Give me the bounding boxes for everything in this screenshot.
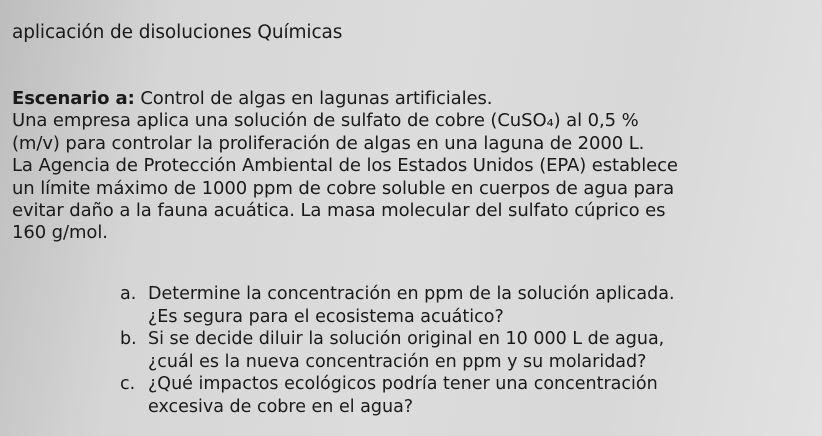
question-text: [148, 283, 810, 328]
scenario-line: un límite máximo de 1000 ppm de cobre soluble en cuerpos de agua para: [12, 177, 675, 199]
question-line: Determine la concentración en ppm de la solución aplicada.: [148, 284, 675, 304]
scenario-line: 160 g/mol.: [12, 222, 108, 244]
question-line: Si se decide diluir la solución original en 10 000 L de agua,: [148, 329, 665, 349]
scenario-heading: Control de algas en lagunas artificiales.: [140, 88, 493, 109]
question-item-c: [120, 373, 810, 418]
question-line: excesiva de cobre en el agua?: [148, 396, 414, 417]
scenario-block: [12, 88, 812, 245]
question-text: [148, 373, 810, 418]
question-marker: b.: [120, 329, 137, 349]
question-line: ¿cuál es la nueva concentración en ppm y su molaridad?: [148, 351, 647, 372]
scenario-line: Una empresa aplica una solución de sulfato de cobre (CuSO₄) al 0,5 %: [12, 110, 639, 132]
question-list: [120, 283, 810, 418]
scenario-line: (m/v) para controlar la proliferación de algas en una laguna de 2000 L.: [12, 132, 645, 154]
question-item-a: [120, 283, 810, 328]
question-marker: c.: [120, 374, 136, 394]
scenario-heading-line: [12, 88, 812, 110]
scenario-label: Escenario a:: [12, 88, 135, 109]
question-line: ¿Qué impactos ecológicos podría tener una concentración: [148, 374, 658, 394]
question-text: [148, 328, 810, 373]
document-title: aplicación de disoluciones Químicas: [12, 22, 343, 43]
question-line: ¿Es segura para el ecosistema acuático?: [148, 306, 504, 327]
question-item-b: [120, 328, 810, 373]
scenario-line: La Agencia de Protección Ambiental de los Estados Unidos (EPA) establece: [12, 155, 678, 177]
question-marker: a.: [120, 284, 137, 304]
scenario-line: evitar daño a la fauna acuática. La masa molecular del sulfato cúprico es: [12, 200, 666, 222]
